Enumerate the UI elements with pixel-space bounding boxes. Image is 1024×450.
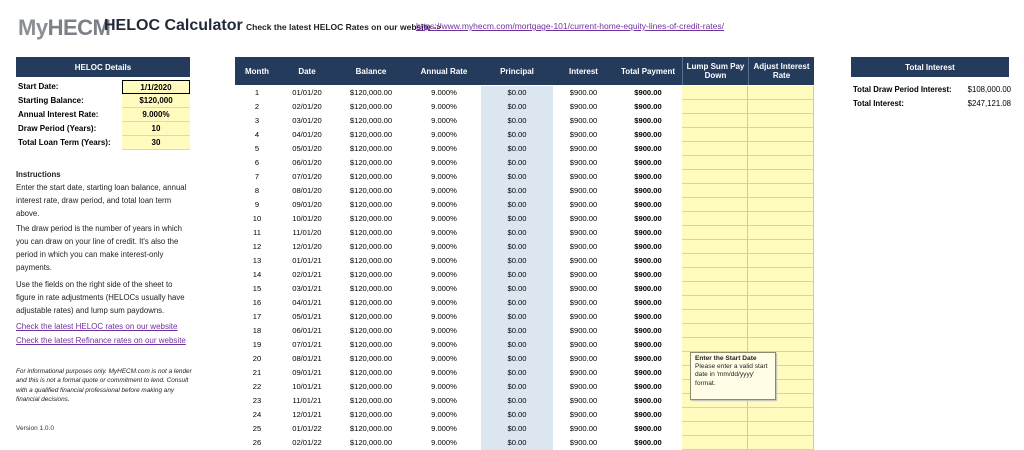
table-cell: $120,000.00 (349, 424, 393, 433)
table-cell: $900.00 (569, 200, 598, 209)
table-cell: $900.00 (569, 354, 598, 363)
table-cell: $900.00 (634, 228, 662, 237)
table-cell: 8 (254, 186, 260, 195)
lump-sum-input[interactable] (682, 310, 748, 324)
table-cell: 10/01/21 (292, 382, 322, 391)
table-cell: 20 (252, 354, 262, 363)
adjust-rate-input[interactable] (748, 282, 814, 296)
logo-hecm: HECM (47, 15, 111, 40)
table-cell: 9.000% (431, 438, 457, 447)
table-cell: $900.00 (634, 88, 662, 97)
lump-sum-input[interactable] (682, 128, 748, 142)
table-cell: $0.00 (481, 366, 553, 380)
table-row (235, 156, 814, 170)
table-cell: $0.00 (481, 240, 553, 254)
lump-sum-input[interactable] (682, 254, 748, 268)
table-cell: $120,000.00 (349, 186, 393, 195)
table-cell: 9.000% (431, 130, 457, 139)
table-cell: 9.000% (431, 410, 457, 419)
table-cell: $120,000.00 (349, 88, 393, 97)
table-row (235, 408, 814, 422)
table-cell: 9.000% (431, 200, 457, 209)
table-cell: $900.00 (634, 368, 662, 377)
table-cell: 25 (252, 424, 262, 433)
table-cell: $0.00 (481, 198, 553, 212)
detail-input[interactable]: $120,000 (122, 94, 190, 108)
header-balance: Balance (335, 57, 407, 85)
table-cell: 02/01/21 (292, 270, 322, 279)
table-row (235, 114, 814, 128)
table-cell: 9.000% (431, 284, 457, 293)
table-row (235, 170, 814, 184)
header-adjust-rate: Adjust Interest Rate (748, 57, 814, 85)
table-cell: $900.00 (634, 354, 662, 363)
table-cell: 04/01/21 (292, 298, 322, 307)
adjust-rate-input[interactable] (748, 212, 814, 226)
table-cell: $0.00 (481, 282, 553, 296)
table-cell: 9.000% (431, 368, 457, 377)
table-cell: $900.00 (569, 298, 598, 307)
table-cell: $120,000.00 (349, 326, 393, 335)
total-interest-header: Total Interest (851, 57, 1009, 77)
table-cell: $900.00 (634, 312, 662, 321)
table-cell: $900.00 (634, 214, 662, 223)
table-row (235, 100, 814, 114)
table-cell: 06/01/20 (292, 158, 322, 167)
table-cell: 9.000% (431, 424, 457, 433)
version-label: Version 1.0.0 (16, 425, 54, 432)
rates-link-label: Check the latest HELOC Rates on our website -> (246, 22, 442, 32)
table-cell: $0.00 (481, 408, 553, 422)
table-cell: $900.00 (569, 88, 598, 97)
detail-row (16, 136, 190, 150)
table-cell: 4 (254, 130, 260, 139)
table-cell: 9.000% (431, 326, 457, 335)
rates-link[interactable]: https://www.myhecm.com/mortgage-101/current-home-equity-lines-of-credit-rates/ (416, 21, 724, 31)
table-cell: $900.00 (569, 214, 598, 223)
table-cell: $900.00 (569, 438, 598, 447)
adjust-rate-input[interactable] (748, 338, 814, 352)
detail-label: Start Date: (18, 82, 59, 91)
total-row (853, 85, 1011, 99)
table-cell: 10 (252, 214, 262, 223)
table-row (235, 212, 814, 226)
table-cell: $120,000.00 (349, 270, 393, 279)
refinance-rates-link[interactable]: Check the latest Refinance rates on our website (16, 336, 186, 345)
detail-input[interactable]: 9.000% (122, 108, 190, 122)
adjust-rate-input[interactable] (748, 226, 814, 240)
table-row (235, 86, 814, 100)
table-cell: $0.00 (481, 86, 553, 100)
header-total-payment: Total Payment (614, 57, 682, 85)
table-cell: 08/01/20 (292, 186, 322, 195)
table-cell: 02/01/20 (292, 102, 322, 111)
lump-sum-input[interactable] (682, 212, 748, 226)
table-cell: $0.00 (481, 128, 553, 142)
lump-sum-input[interactable] (682, 338, 748, 352)
table-cell: 3 (254, 116, 260, 125)
table-row (235, 128, 814, 142)
table-row (235, 226, 814, 240)
table-cell: $900.00 (634, 144, 662, 153)
table-cell: $900.00 (634, 102, 662, 111)
table-cell: $900.00 (569, 270, 598, 279)
header-annual-rate: Annual Rate (407, 57, 481, 85)
table-cell: $0.00 (481, 212, 553, 226)
table-cell: $900.00 (569, 102, 598, 111)
myhecm-logo (18, 15, 110, 41)
table-cell: $120,000.00 (349, 382, 393, 391)
lump-sum-input[interactable] (682, 408, 748, 422)
table-cell: 9.000% (431, 102, 457, 111)
table-cell: $900.00 (634, 200, 662, 209)
table-cell: $0.00 (481, 436, 553, 450)
heloc-rates-link[interactable]: Check the latest HELOC rates on our website (16, 322, 178, 331)
adjust-rate-input[interactable] (748, 198, 814, 212)
instructions-p3: Use the fields on the right side of the sheet to figure in rate adjustments (HELOCs usually have adjustable rates) and lump sum paydowns. (16, 280, 185, 315)
table-cell: $900.00 (634, 326, 662, 335)
detail-input[interactable]: 10 (122, 122, 190, 136)
detail-label: Draw Period (Years): (18, 124, 97, 133)
adjust-rate-input[interactable] (748, 100, 814, 114)
table-cell: 9.000% (431, 256, 457, 265)
table-cell: $0.00 (481, 114, 553, 128)
adjust-rate-input[interactable] (748, 436, 814, 450)
table-row (235, 254, 814, 268)
table-cell: $0.00 (481, 338, 553, 352)
table-cell: $900.00 (634, 298, 662, 307)
table-cell: $120,000.00 (349, 102, 393, 111)
table-cell: 9.000% (431, 88, 457, 97)
adjust-rate-input[interactable] (748, 86, 814, 100)
instructions-p2: The draw period is the number of years in which you can draw on your line of credit. It's also the period in which you can make interest-only payments. (16, 224, 182, 272)
table-cell: $900.00 (569, 326, 598, 335)
table-cell: 9.000% (431, 242, 457, 251)
table-cell: 17 (252, 312, 262, 321)
adjust-rate-input[interactable] (748, 268, 814, 282)
table-cell: $120,000.00 (349, 158, 393, 167)
adjust-rate-input[interactable] (748, 142, 814, 156)
header-date: Date (279, 57, 335, 85)
table-cell: 9.000% (431, 144, 457, 153)
table-row (235, 282, 814, 296)
table-cell: $0.00 (481, 268, 553, 282)
table-cell: $900.00 (634, 424, 662, 433)
table-cell: 9.000% (431, 396, 457, 405)
detail-label: Starting Balance: (18, 96, 84, 105)
table-cell: 23 (252, 396, 262, 405)
table-cell: $0.00 (481, 352, 553, 366)
table-cell: $0.00 (481, 184, 553, 198)
header-interest: Interest (553, 57, 614, 85)
table-cell: 03/01/20 (292, 116, 322, 125)
table-cell: 19 (252, 340, 262, 349)
table-cell: 12 (252, 242, 262, 251)
table-cell: $900.00 (634, 130, 662, 139)
table-cell: $120,000.00 (349, 312, 393, 321)
table-cell: 11/01/21 (292, 396, 322, 405)
table-cell: $900.00 (569, 116, 598, 125)
table-cell: 21 (252, 368, 262, 377)
table-row (235, 198, 814, 212)
table-cell: $120,000.00 (349, 242, 393, 251)
table-cell: $900.00 (634, 256, 662, 265)
table-cell: 9.000% (431, 340, 457, 349)
table-cell: 04/01/20 (292, 130, 322, 139)
adjust-rate-input[interactable] (748, 296, 814, 310)
table-row (235, 338, 814, 352)
table-cell: $120,000.00 (349, 144, 393, 153)
table-cell: $120,000.00 (349, 256, 393, 265)
table-cell: $120,000.00 (349, 396, 393, 405)
lump-sum-input[interactable] (682, 296, 748, 310)
table-cell: $900.00 (569, 144, 598, 153)
instructions-title: Instructions (16, 170, 61, 179)
table-cell: 1 (254, 88, 260, 97)
detail-row (16, 80, 190, 94)
table-cell: 13 (252, 256, 262, 265)
table-cell: 9.000% (431, 270, 457, 279)
table-cell: 09/01/20 (292, 200, 322, 209)
lump-sum-input[interactable] (682, 436, 748, 450)
table-cell: 11 (253, 228, 261, 237)
table-cell: 11/01/20 (292, 228, 322, 237)
table-cell: 02/01/22 (292, 438, 322, 447)
table-cell: $900.00 (569, 130, 598, 139)
table-row (235, 422, 814, 436)
lump-sum-input[interactable] (682, 282, 748, 296)
table-row (235, 184, 814, 198)
table-cell: $120,000.00 (349, 200, 393, 209)
table-cell: 01/01/22 (292, 424, 322, 433)
table-cell: 9.000% (431, 172, 457, 181)
table-cell: 14 (252, 270, 262, 279)
table-cell: 05/01/21 (292, 312, 322, 321)
table-cell: $0.00 (481, 170, 553, 184)
table-row (235, 268, 814, 282)
table-cell: $120,000.00 (349, 130, 393, 139)
table-cell: $120,000.00 (349, 214, 393, 223)
total-label: Total Interest: (853, 99, 904, 108)
table-cell: $0.00 (481, 380, 553, 394)
table-cell: 24 (252, 410, 262, 419)
lump-sum-input[interactable] (682, 240, 748, 254)
table-cell: 12/01/20 (292, 242, 322, 251)
adjust-rate-input[interactable] (748, 408, 814, 422)
table-cell: $120,000.00 (349, 298, 393, 307)
lump-sum-input[interactable] (682, 226, 748, 240)
table-cell: 9.000% (431, 298, 457, 307)
adjust-rate-input[interactable] (748, 170, 814, 184)
disclaimer: For informational purposes only. MyHECM.com is not a lender and this is not a formal quote or commitment to lend. Consult with a qualified financial professional before making any financial decisions. (16, 368, 192, 403)
table-cell: 18 (252, 326, 262, 335)
adjust-rate-input[interactable] (748, 114, 814, 128)
table-cell: 9.000% (431, 228, 457, 237)
table-cell: $900.00 (569, 242, 598, 251)
detail-input[interactable]: 30 (122, 136, 190, 150)
adjust-rate-input[interactable] (748, 422, 814, 436)
start-date-tooltip (690, 352, 776, 400)
adjust-rate-input[interactable] (748, 324, 814, 338)
table-cell: $120,000.00 (349, 438, 393, 447)
table-row (235, 142, 814, 156)
lump-sum-input[interactable] (682, 198, 748, 212)
table-cell: $120,000.00 (349, 368, 393, 377)
table-cell: $120,000.00 (349, 354, 393, 363)
lump-sum-input[interactable] (682, 324, 748, 338)
table-cell: $0.00 (481, 142, 553, 156)
logo-my: My (18, 15, 48, 40)
table-cell: $900.00 (634, 382, 662, 391)
table-row (235, 324, 814, 338)
table-cell: $900.00 (634, 340, 662, 349)
detail-row (16, 122, 190, 136)
total-value: $108,000.00 (967, 85, 1011, 94)
table-cell: $0.00 (481, 226, 553, 240)
table-cell: $900.00 (634, 186, 662, 195)
lump-sum-input[interactable] (682, 156, 748, 170)
header-month: Month (235, 57, 279, 85)
detail-input[interactable]: 1/1/2020 (122, 80, 190, 94)
table-cell: 7 (254, 172, 260, 181)
table-cell: 22 (252, 382, 262, 391)
table-cell: 9.000% (431, 312, 457, 321)
total-row (853, 99, 1011, 113)
lump-sum-input[interactable] (682, 170, 748, 184)
table-cell: 9.000% (431, 158, 457, 167)
table-cell: $900.00 (634, 116, 662, 125)
table-cell: 03/01/21 (292, 284, 322, 293)
table-cell: 9.000% (431, 382, 457, 391)
lump-sum-input[interactable] (682, 86, 748, 100)
table-cell: $120,000.00 (349, 284, 393, 293)
table-cell: $900.00 (634, 396, 662, 405)
header-principal: Principal (481, 57, 553, 85)
detail-label: Total Loan Term (Years): (18, 138, 111, 147)
table-cell: 01/01/21 (292, 256, 322, 265)
table-cell: 16 (252, 298, 262, 307)
tooltip-body: Please enter a valid start date in 'mm/dd/yyyy' format. (695, 363, 768, 387)
table-cell: $900.00 (569, 172, 598, 181)
table-cell: $900.00 (569, 256, 598, 265)
table-cell: 9.000% (431, 116, 457, 125)
table-cell: $900.00 (634, 172, 662, 181)
table-cell: $120,000.00 (349, 172, 393, 181)
table-cell: 07/01/21 (292, 340, 322, 349)
instructions-p1: Enter the start date, starting loan balance, annual interest rate, draw period, and total loan term above. (16, 183, 187, 218)
table-cell: $900.00 (569, 396, 598, 405)
table-cell: $900.00 (634, 410, 662, 419)
table-row (235, 296, 814, 310)
table-cell: $900.00 (569, 368, 598, 377)
table-cell: $120,000.00 (349, 340, 393, 349)
table-cell: $0.00 (481, 156, 553, 170)
lump-sum-input[interactable] (682, 184, 748, 198)
table-cell: 01/01/20 (292, 88, 322, 97)
lump-sum-input[interactable] (682, 114, 748, 128)
table-cell: $900.00 (569, 382, 598, 391)
table-cell: 6 (254, 158, 260, 167)
adjust-rate-input[interactable] (748, 184, 814, 198)
table-cell: $900.00 (569, 410, 598, 419)
heloc-details-header: HELOC Details (16, 57, 190, 77)
table-cell: 10/01/20 (292, 214, 322, 223)
total-label: Total Draw Period Interest: (853, 85, 952, 94)
total-value: $247,121.08 (967, 99, 1011, 108)
table-cell: $120,000.00 (349, 228, 393, 237)
lump-sum-input[interactable] (682, 422, 748, 436)
table-cell: 9 (254, 200, 260, 209)
table-cell: 9.000% (431, 354, 457, 363)
page-title: HELOC Calculator (104, 17, 243, 34)
lump-sum-input[interactable] (682, 142, 748, 156)
table-cell: $0.00 (481, 296, 553, 310)
adjust-rate-input[interactable] (748, 156, 814, 170)
table-cell: 9.000% (431, 186, 457, 195)
table-row (235, 240, 814, 254)
table-cell: $900.00 (569, 340, 598, 349)
table-cell: $0.00 (481, 324, 553, 338)
table-cell: 12/01/21 (292, 410, 322, 419)
table-cell: 08/01/21 (292, 354, 322, 363)
adjust-rate-input[interactable] (748, 240, 814, 254)
table-cell: $0.00 (481, 100, 553, 114)
instructions (16, 168, 192, 220)
table-cell: $900.00 (634, 270, 662, 279)
table-cell: $900.00 (634, 242, 662, 251)
table-cell: 2 (254, 102, 260, 111)
table-cell: $120,000.00 (349, 410, 393, 419)
table-cell: 06/01/21 (292, 326, 322, 335)
table-cell: $0.00 (481, 310, 553, 324)
table-cell: 09/01/21 (292, 368, 322, 377)
detail-label: Annual Interest Rate: (18, 110, 99, 119)
table-cell: $120,000.00 (349, 116, 393, 125)
table-cell: $900.00 (634, 438, 662, 447)
table-cell: $900.00 (569, 312, 598, 321)
table-row (235, 310, 814, 324)
table-cell: $900.00 (569, 284, 598, 293)
table-cell: $900.00 (634, 158, 662, 167)
table-cell: $0.00 (481, 422, 553, 436)
table-row (235, 436, 814, 450)
table-cell: $0.00 (481, 394, 553, 408)
lump-sum-input[interactable] (682, 268, 748, 282)
table-cell: $900.00 (569, 158, 598, 167)
adjust-rate-input[interactable] (748, 310, 814, 324)
table-cell: 05/01/20 (292, 144, 322, 153)
table-cell: 07/01/20 (292, 172, 322, 181)
table-cell: $900.00 (569, 424, 598, 433)
table-cell: $900.00 (569, 186, 598, 195)
adjust-rate-input[interactable] (748, 254, 814, 268)
tooltip-title: Enter the Start Date (695, 355, 757, 362)
table-cell: $0.00 (481, 254, 553, 268)
detail-row (16, 94, 190, 108)
detail-row (16, 108, 190, 122)
table-cell: $900.00 (569, 228, 598, 237)
table-cell: 9.000% (431, 214, 457, 223)
adjust-rate-input[interactable] (748, 128, 814, 142)
table-cell: $900.00 (634, 284, 662, 293)
table-cell: 5 (254, 144, 260, 153)
lump-sum-input[interactable] (682, 100, 748, 114)
table-cell: 15 (252, 284, 262, 293)
header-lump-sum: Lump Sum Pay Down (682, 57, 748, 85)
table-cell: 26 (252, 438, 262, 447)
